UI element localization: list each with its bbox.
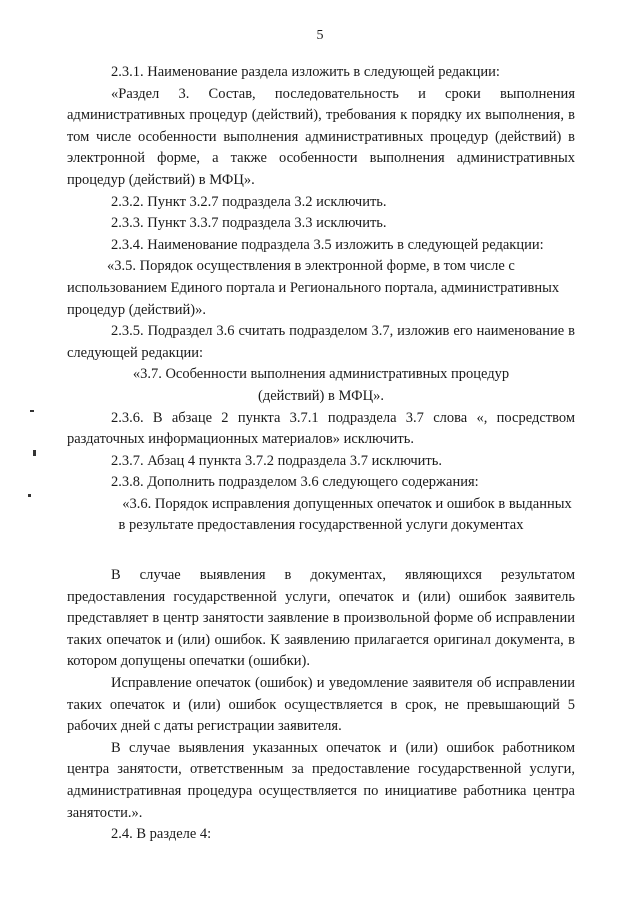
quote-3-6-heading: «3.6. Порядок исправления допущенных опечаток и ошибок в выданных в результате предоставления государственной услуги документах [118, 495, 572, 534]
paragraph-errors-correction: Исправление опечаток (ошибок) и уведомление заявителя об исправлении таких опечаток и (или) ошибок осуществляется в срок, не превышающий 5 рабочих дней с даты регистрации заявителя. [67, 675, 575, 735]
paragraph-2-3-1: 2.3.1. Наименование раздела изложить в следующей редакции: [111, 64, 500, 80]
paragraph-section-3-title: «Раздел 3. Состав, последовательность и сроки выполнения административных процедур (действий), требования к порядку их выполнения, в том числе особенности выполнения административных процедур (действий) в электронной форме, а также особенности выполнения административных процедур (действий) в МФЦ». [67, 85, 575, 188]
paragraph-2-3-2: 2.3.2. Пункт 3.2.7 подраздела 3.2 исключить. [111, 193, 387, 210]
paragraph-errors-initiative: В случае выявления указанных опечаток и (или) ошибок работником центра занятости, ответственным за предоставление государственной услуги, административная процедура осуществляется по инициативе работника центра занятости.». [67, 739, 575, 821]
paragraph-2-3-3: 2.3.3. Пункт 3.3.7 подраздела 3.3 исключить. [111, 215, 387, 232]
page-number: 5 [316, 28, 324, 43]
paragraph-2-3-4: 2.3.4. Наименование подраздела 3.5 изложить в следующей редакции: [111, 236, 544, 253]
paragraph-2-3-5: 2.3.5. Подраздел 3.6 считать подразделом 3.7, изложив его наименование в следующей редакции: [67, 323, 575, 361]
scan-mark [30, 410, 34, 412]
quote-3-7: «3.7. Особенности выполнения административных процедур (действий) в МФЦ». [132, 366, 510, 404]
quote-3-5: «3.5. Порядок осуществления в электронной форме, в том числе с использованием Единого портала и Регионального портала, административных процедур (действий)». [67, 258, 560, 318]
document-body [67, 62, 575, 846]
spacer [67, 537, 575, 565]
paragraph-errors-detection: В случае выявления в документах, являющихся результатом предоставления государственной услуги, опечаток и (или) ошибок заявитель представляет в центр занятости заявление в произвольной форме об исправлении таких опечаток и (или) ошибок. К заявлению прилагается оригинал документа, в котором допущены опечатки (ошибки). [67, 567, 575, 670]
paragraph-2-3-8: 2.3.8. Дополнить подразделом 3.6 следующего содержания: [111, 474, 479, 491]
paragraph-2-3-7: 2.3.7. Абзац 4 пункта 3.7.2 подраздела 3.7 исключить. [111, 452, 442, 469]
paragraph-2-4: 2.4. В разделе 4: [111, 826, 212, 843]
scan-mark [28, 494, 31, 497]
scan-mark [33, 450, 36, 456]
paragraph-2-3-6: 2.3.6. В абзаце 2 пункта 3.7.1 подраздела 3.7 слова «, посредством раздаточных информационных материалов» исключить. [67, 409, 575, 448]
